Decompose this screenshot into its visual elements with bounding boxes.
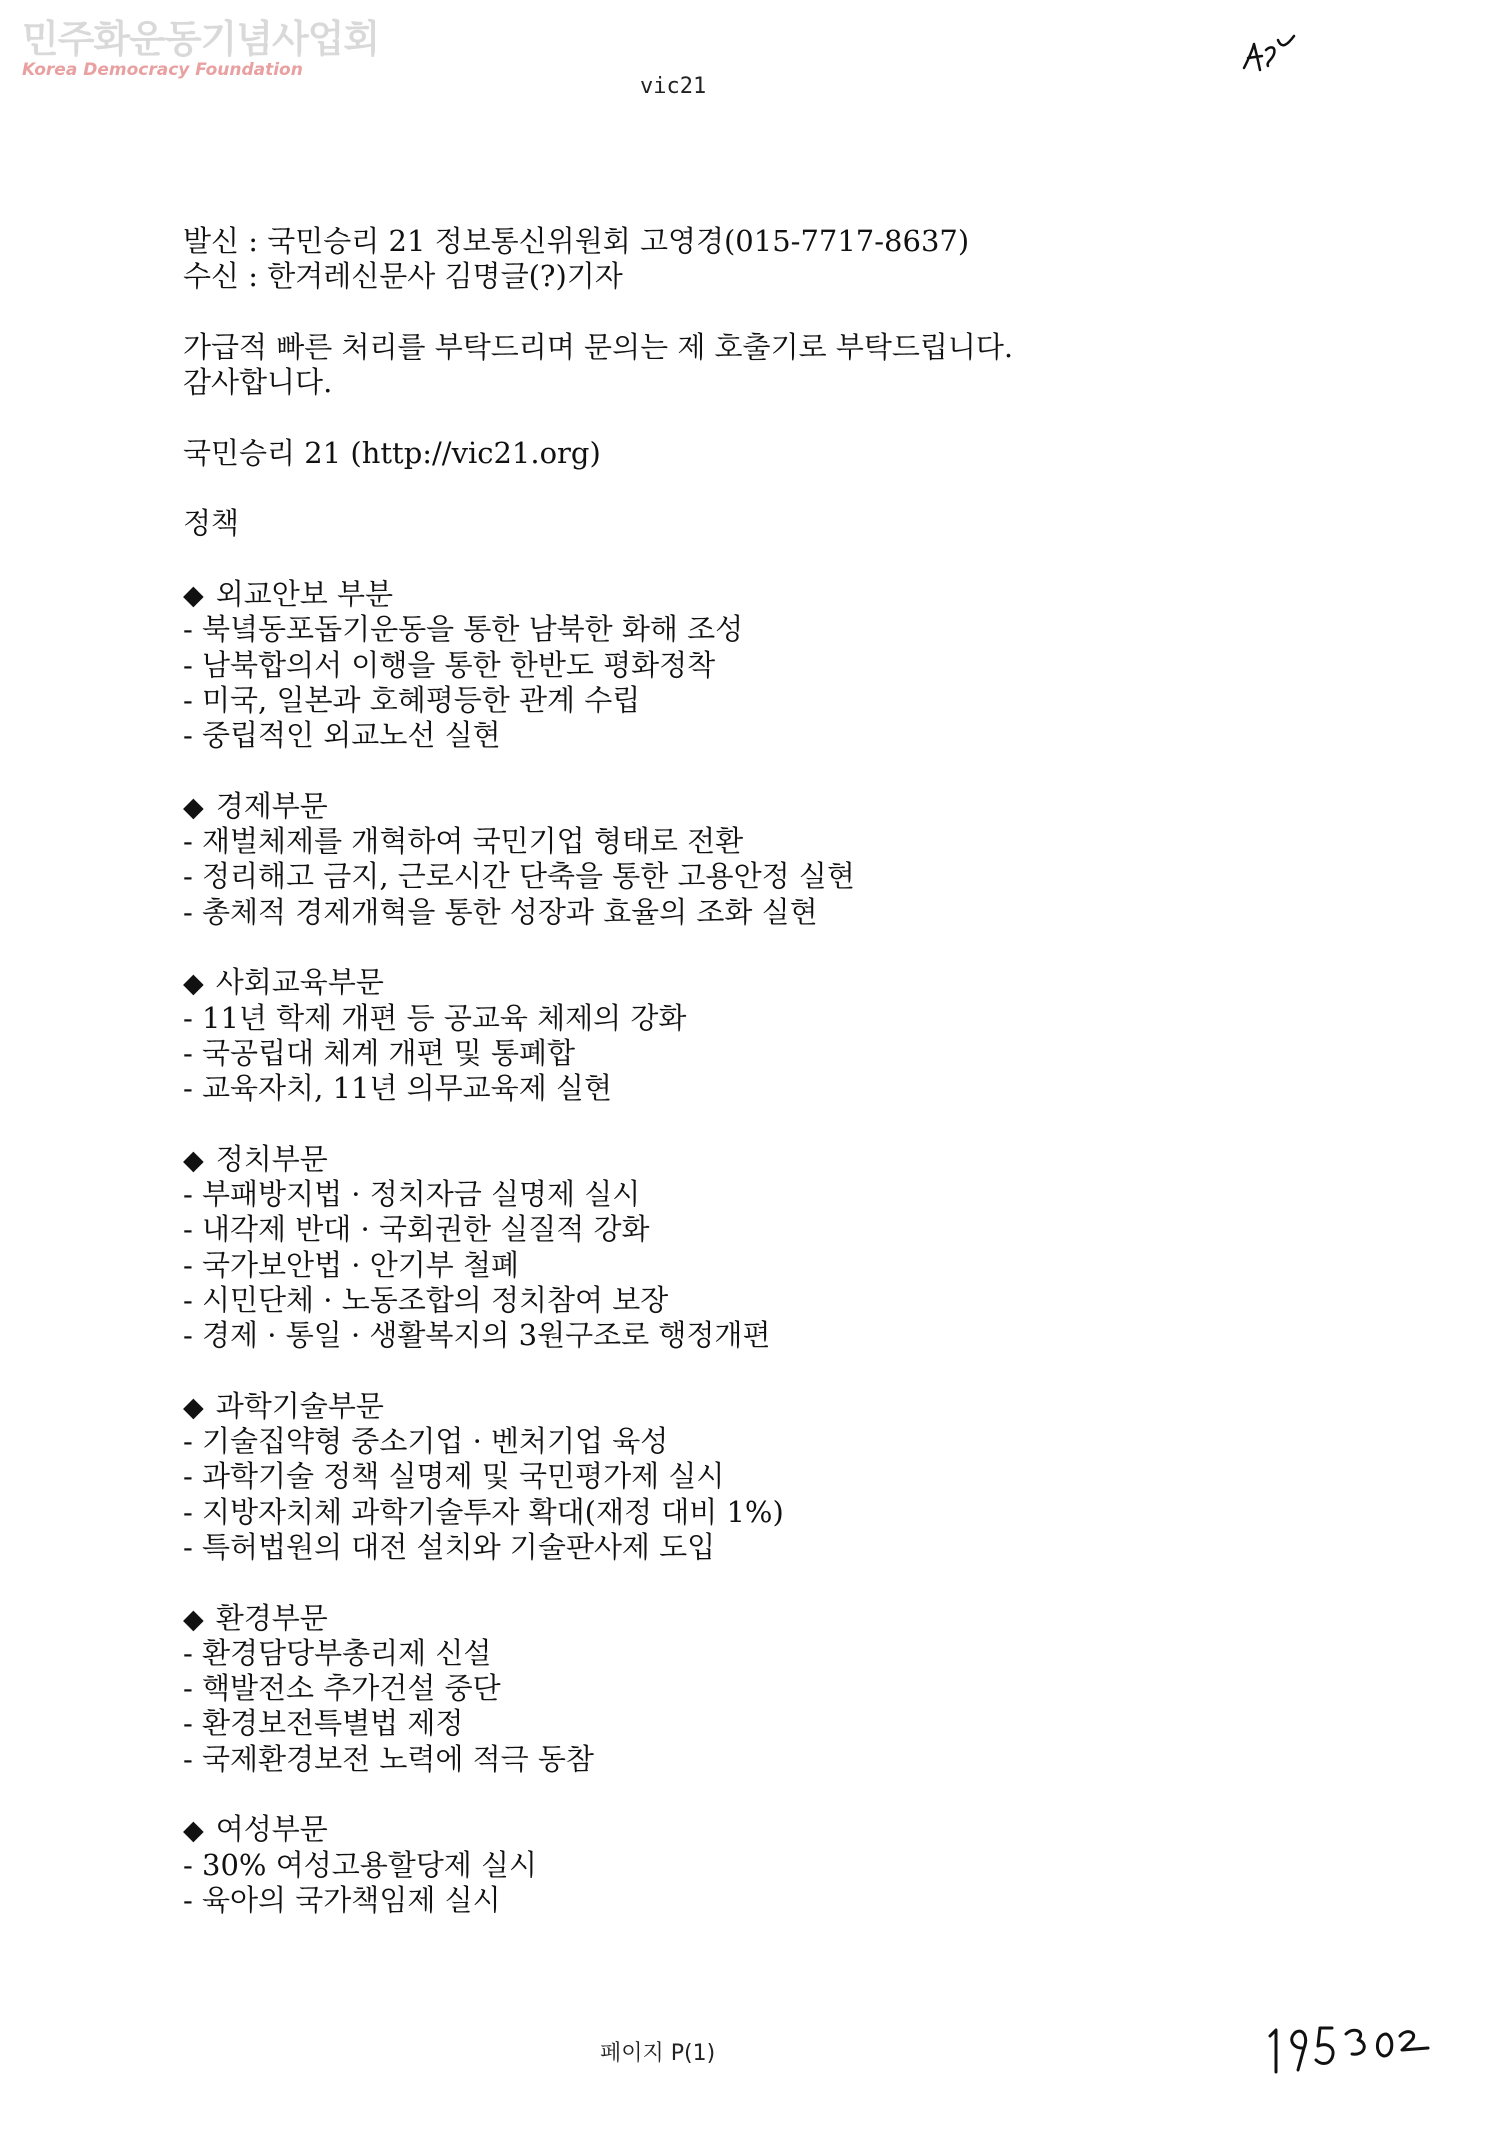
- recipient-line: 수신 : 한겨레신문사 김명글(?)기자: [183, 259, 623, 294]
- section-title: 사회교육부문: [215, 965, 384, 1000]
- section-heading: [183, 789, 1363, 824]
- policy-sections: [183, 577, 1363, 1918]
- diamond-bullet-icon: ◆: [183, 1144, 204, 1176]
- diamond-bullet-icon: ◆: [183, 1815, 204, 1847]
- policy-item: - 부패방지법 · 정치자금 실명제 실시: [183, 1177, 641, 1212]
- page-number: 페이지 P(1): [600, 2041, 716, 2066]
- section-title: 외교안보 부분: [215, 576, 394, 611]
- section-heading: [183, 577, 1363, 612]
- policy-item: - 중립적인 외교노선 실현: [183, 718, 501, 753]
- sender-line: 발신 : 국민승리 21 정보통신위원회 고영경(015-7717-8637): [183, 224, 970, 258]
- diamond-bullet-icon: ◆: [183, 1391, 204, 1423]
- organization-line: 국민승리 21 (http://vic21.org): [183, 435, 601, 470]
- handwritten-archive-number: [1262, 2018, 1432, 2082]
- section-title: 정치부문: [215, 1141, 328, 1176]
- foundation-logo: [22, 18, 379, 80]
- diamond-bullet-icon: ◆: [183, 1603, 204, 1635]
- policy-item: - 국공립대 체계 개편 및 통폐합: [183, 1035, 576, 1070]
- section-title: 경제부문: [215, 788, 328, 823]
- policy-item: - 기술집약형 중소기업 · 벤처기업 육성: [183, 1424, 669, 1459]
- policy-item: - 재벌체제를 개혁하여 국민기업 형태로 전환: [183, 824, 744, 859]
- page-header-title: vic21: [640, 74, 707, 99]
- policy-item: - 미국, 일본과 호혜평등한 관계 수립: [183, 682, 641, 717]
- letter-content: [183, 224, 1363, 1918]
- handwritten-corner-mark: [1238, 30, 1298, 84]
- logo-english-text: Korea Democracy Foundation: [22, 60, 303, 80]
- policy-item: - 11년 학제 개편 등 공교육 체제의 강화: [183, 1000, 687, 1035]
- diamond-bullet-icon: ◆: [183, 791, 204, 823]
- policy-item: - 남북합의서 이행을 통한 한반도 평화정착: [183, 647, 716, 682]
- policy-item: - 내각제 반대 · 국회권한 실질적 강화: [183, 1212, 650, 1247]
- section-heading: [183, 1389, 1363, 1424]
- section-title: 과학기술부문: [215, 1388, 384, 1423]
- section-title: 여성부문: [215, 1812, 328, 1847]
- logo-korean-text: 민주화운동기념사업회: [22, 17, 380, 61]
- section-heading: [183, 1142, 1363, 1177]
- policy-item: - 교육자치, 11년 의무교육제 실현: [183, 1071, 612, 1106]
- policy-heading: 정책: [183, 506, 240, 541]
- policy-item: - 30% 여성고용할당제 실시: [183, 1847, 538, 1882]
- policy-item: - 총체적 경제개혁을 통한 성장과 효율의 조화 실현: [183, 894, 818, 929]
- section-heading: [183, 965, 1363, 1000]
- policy-item: - 환경보전특별법 제정: [183, 1706, 464, 1741]
- policy-item: - 육아의 국가책임제 실시: [183, 1882, 501, 1917]
- policy-item: - 국제환경보전 노력에 적극 동참: [183, 1741, 594, 1776]
- policy-item: - 북녘동포돕기운동을 통한 남북한 화해 조성: [183, 612, 744, 647]
- policy-item: - 환경담당부총리제 신설: [183, 1635, 492, 1670]
- request-line: 가급적 빠른 처리를 부탁드리며 문의는 제 호출기로 부탁드립니다.: [183, 329, 1014, 364]
- section-heading: [183, 1601, 1363, 1636]
- policy-item: - 경제 · 통일 · 생활복지의 3원구조로 행정개편: [183, 1318, 771, 1353]
- policy-item: - 시민단체 · 노동조합의 정치참여 보장: [183, 1282, 669, 1317]
- diamond-bullet-icon: ◆: [183, 579, 204, 611]
- policy-item: - 지방자치체 과학기술투자 확대(재정 대비 1%): [183, 1494, 784, 1529]
- policy-item: - 국가보안법 · 안기부 철폐: [183, 1247, 520, 1282]
- thanks-line: 감사합니다.: [183, 365, 333, 400]
- policy-item: - 과학기술 정책 실명제 및 국민평가제 실시: [183, 1459, 725, 1494]
- section-title: 환경부문: [215, 1600, 328, 1635]
- policy-item: - 특허법원의 대전 설치와 기술판사제 도입: [183, 1529, 716, 1564]
- policy-item: - 핵발전소 추가건설 중단: [183, 1671, 501, 1706]
- section-heading: [183, 1812, 1363, 1847]
- diamond-bullet-icon: ◆: [183, 968, 204, 1000]
- policy-item: - 정리해고 금지, 근로시간 단축을 통한 고용안정 실현: [183, 859, 855, 894]
